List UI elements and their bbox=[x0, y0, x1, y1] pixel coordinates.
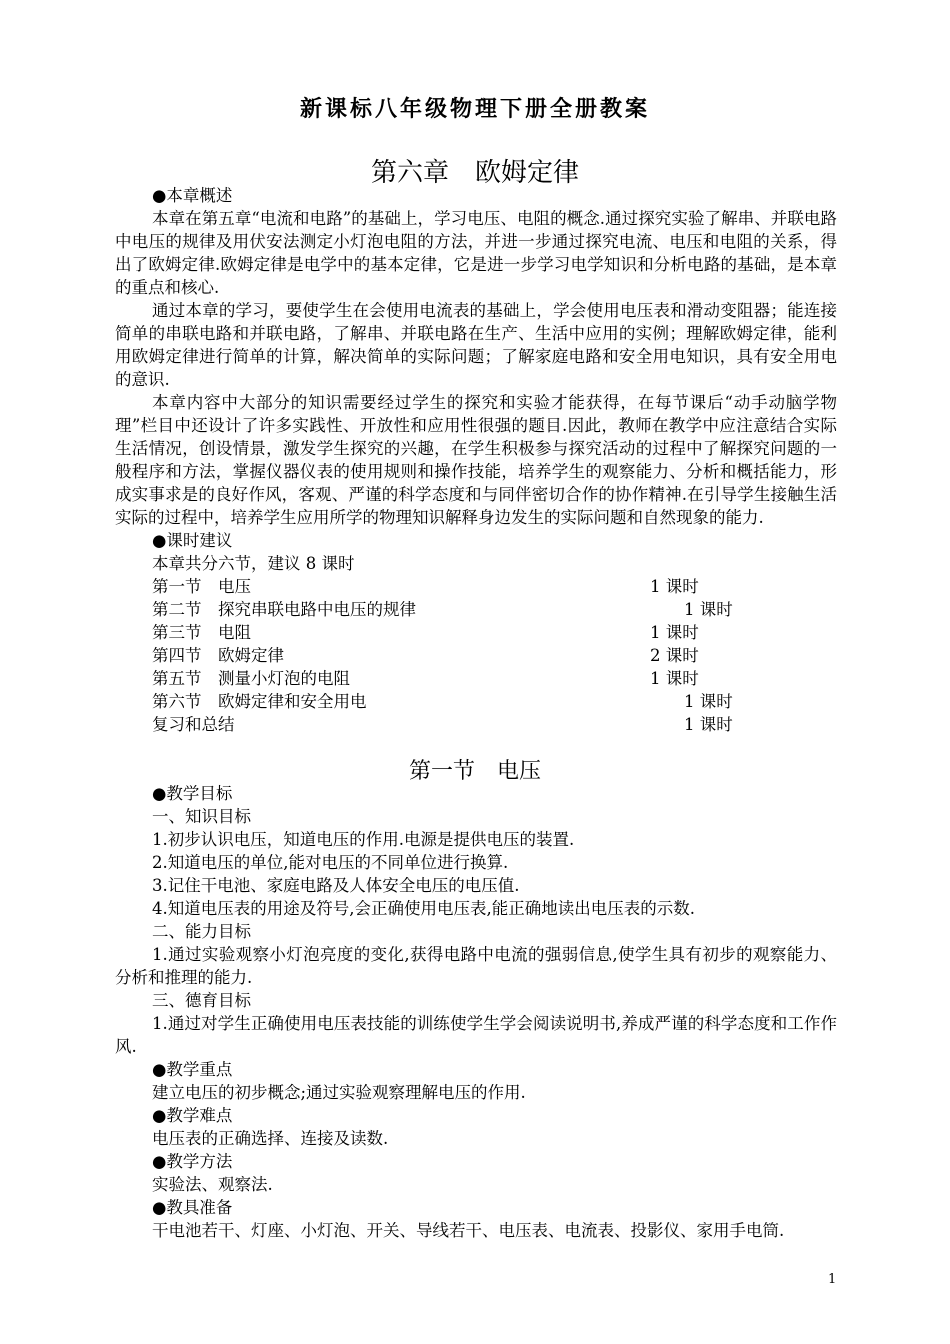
goals-heading: ●教学目标 bbox=[152, 784, 233, 803]
schedule-heading: ●课时建议 bbox=[152, 531, 233, 550]
schedule-row bbox=[115, 575, 837, 598]
overview-section bbox=[115, 184, 837, 736]
schedule-item-hours: 1 课时 bbox=[684, 600, 733, 619]
knowledge-item: 3.记住干电池、家庭电路及人体安全电压的电压值. bbox=[152, 876, 520, 895]
schedule-item-name: 第五节 测量小灯泡的电阻 bbox=[152, 669, 350, 688]
section1-content bbox=[115, 782, 837, 1242]
schedule-row bbox=[115, 598, 837, 621]
ability-heading: 二、能力目标 bbox=[152, 922, 251, 941]
schedule-row bbox=[115, 667, 837, 690]
schedule-item-hours: 2 课时 bbox=[650, 646, 699, 665]
schedule-item-hours: 1 课时 bbox=[650, 577, 699, 596]
overview-heading: ●本章概述 bbox=[152, 186, 233, 205]
schedule-intro: 本章共分六节，建议 8 课时 bbox=[152, 554, 355, 573]
schedule-row bbox=[115, 713, 837, 736]
knowledge-item: 4.知道电压表的用途及符号,会正确使用电压表,能正确地读出电压表的示数. bbox=[152, 899, 695, 918]
method-heading: ●教学方法 bbox=[152, 1152, 233, 1171]
tools-heading: ●教具准备 bbox=[152, 1198, 233, 1217]
key-text: 建立电压的初步概念;通过实验观察理解电压的作用. bbox=[152, 1083, 526, 1102]
schedule-item-name: 第一节 电压 bbox=[152, 577, 251, 596]
schedule-item-name: 复习和总结 bbox=[152, 715, 235, 734]
key-heading: ●教学重点 bbox=[152, 1060, 233, 1079]
schedule-row bbox=[115, 621, 837, 644]
knowledge-item: 1.初步认识电压，知道电压的作用.电源是提供电压的装置. bbox=[152, 830, 575, 849]
page-number: 1 bbox=[828, 1272, 837, 1287]
schedule-list bbox=[115, 575, 837, 736]
knowledge-item: 2.知道电压的单位,能对电压的不同单位进行换算. bbox=[152, 853, 509, 872]
overview-paragraph-3: 本章内容中大部分的知识需要经过学生的探究和实验才能获得，在每节课后“动手动脑学物理”栏目中还设计了许多实践性、开放性和应用性很强的题目.因此，教师在教学中应注意结合实际生活情况，创设情景，激发学生探究的兴趣，在学生积极参与探究活动的过程中了解探究问题的一般程序和方法，掌握仪器仪表的使用规则和操作技能，培养学生的观察能力、分析和概括能力，形成实事求是的良好作风，客观、严谨的科学态度和与同伴密切合作的协作精神.在引导学生接触生活实际的过程中，培养学生应用所学的物理知识解释身边发生的实际问题和自然现象的能力. bbox=[115, 393, 837, 527]
schedule-row bbox=[115, 644, 837, 667]
difficulty-heading: ●教学难点 bbox=[152, 1106, 233, 1125]
schedule-item-name: 第六节 欧姆定律和安全用电 bbox=[152, 692, 367, 711]
ability-text: 1.通过实验观察小灯泡亮度的变化,获得电路中电流的强弱信息,使学生具有初步的观察能力、分析和推理的能力. bbox=[115, 945, 837, 987]
schedule-item-hours: 1 课时 bbox=[650, 669, 699, 688]
schedule-row bbox=[115, 690, 837, 713]
moral-text: 1.通过对学生正确使用电压表技能的训练使学生学会阅读说明书,养成严谨的科学态度和工作作风. bbox=[115, 1014, 837, 1056]
section-title: 第一节 电压 bbox=[408, 759, 541, 784]
difficulty-text: 电压表的正确选择、连接及读数. bbox=[152, 1129, 389, 1148]
overview-paragraph-1: 本章在第五章“电流和电路”的基础上，学习电压、电阻的概念.通过探究实验了解串、并联电路中电压的规律及用伏安法测定小灯泡电阻的方法，并进一步通过探究电流、电压和电阻的关系，得出了欧姆定律.欧姆定律是电学中的基本定律，它是进一步学习电学知识和分析电路的基础，是本章的重点和核心. bbox=[115, 209, 837, 297]
schedule-item-name: 第四节 欧姆定律 bbox=[152, 646, 284, 665]
schedule-item-name: 第二节 探究串联电路中电压的规律 bbox=[152, 600, 416, 619]
schedule-item-hours: 1 课时 bbox=[684, 715, 733, 734]
overview-paragraph-2: 通过本章的学习，要使学生在会使用电流表的基础上，学会使用电压表和滑动变阻器；能连接简单的串联电路和并联电路，了解串、并联电路在生产、生活中应用的实例；理解欧姆定律，能利用欧姆定律进行简单的计算，解决简单的实际问题；了解家庭电路和安全用电知识，具有安全用电的意识. bbox=[115, 301, 837, 389]
moral-heading: 三、德育目标 bbox=[152, 991, 251, 1010]
schedule-item-hours: 1 课时 bbox=[684, 692, 733, 711]
knowledge-heading: 一、知识目标 bbox=[152, 807, 251, 826]
schedule-item-name: 第三节 电阻 bbox=[152, 623, 251, 642]
schedule-item-hours: 1 课时 bbox=[650, 623, 699, 642]
method-text: 实验法、观察法. bbox=[152, 1175, 273, 1194]
document-title: 新课标八年级物理下册全册教案 bbox=[299, 96, 650, 122]
tools-text: 干电池若干、灯座、小灯泡、开关、导线若干、电压表、电流表、投影仪、家用手电筒. bbox=[152, 1221, 785, 1240]
chapter-title: 第六章 欧姆定律 bbox=[370, 158, 579, 188]
